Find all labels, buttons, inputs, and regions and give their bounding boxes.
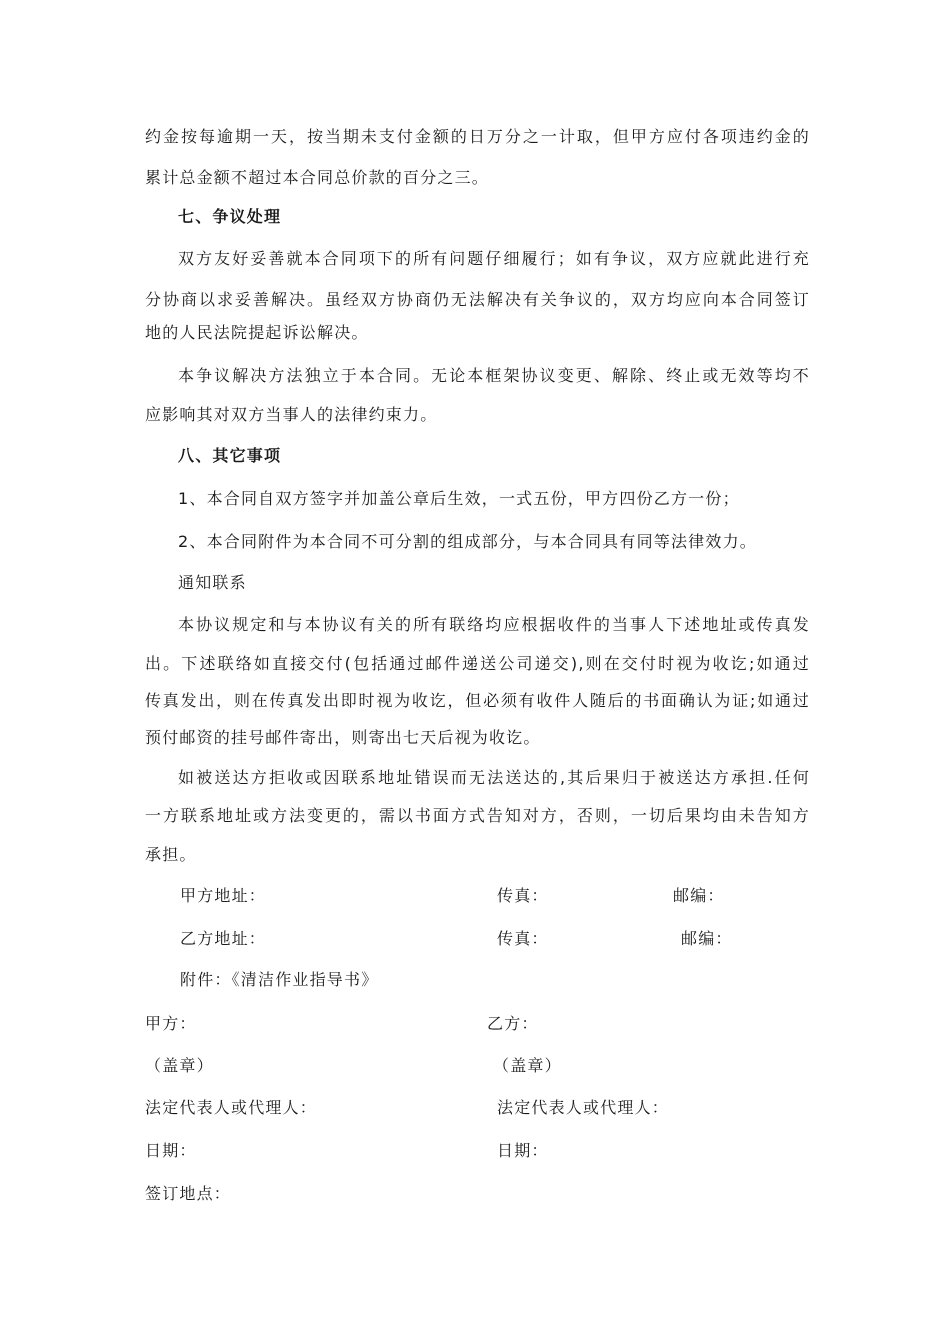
- attachment-line: 附件：《清洁作业指导书》: [180, 970, 379, 989]
- notice-title: 通知联系: [178, 573, 247, 592]
- paragraph-line: 承担。: [145, 845, 197, 864]
- party-b-date: 日期：: [497, 1141, 549, 1160]
- party-a-date: 日期：: [145, 1141, 197, 1160]
- party-b-seal: （盖章）: [493, 1056, 562, 1075]
- paragraph-line: 地的人民法院提起诉讼解决。: [145, 323, 369, 342]
- party-b-fax-label: 传真：: [497, 929, 549, 948]
- paragraph-line: 约金按每逾期一天，按当期未支付金额的日万分之一计取，但甲方应付各项违约金的: [145, 127, 810, 146]
- paragraph-line: 本争议解决方法独立于本合同。无论本框架协议变更、解除、终止或无效等均不: [178, 366, 810, 385]
- paragraph-line: 分协商以求妥善解决。虽经双方协商仍无法解决有关争议的，双方均应向本合同签订: [145, 290, 810, 309]
- paragraph-line: 累计总金额不超过本合同总价款的百分之三。: [145, 168, 490, 187]
- list-item: 2、本合同附件为本合同不可分割的组成部分，与本合同具有同等法律效力。: [178, 532, 757, 551]
- party-b-address-label: 乙方地址：: [180, 929, 267, 948]
- section-heading-7: 七、争议处理: [178, 207, 282, 226]
- paragraph-line: 出。下述联络如直接交付(包括通过邮件递送公司递交),则在交付时视为收讫;如通过: [145, 654, 810, 673]
- party-a-representative: 法定代表人或代理人：: [145, 1098, 318, 1117]
- paragraph-line: 如被送达方拒收或因联系地址错误而无法送达的,其后果归于被送达方承担.任何: [178, 768, 810, 787]
- signing-place: 签订地点：: [145, 1184, 232, 1203]
- paragraph-line: 应影响其对双方当事人的法律约束力。: [145, 405, 438, 424]
- party-a-label: 甲方：: [145, 1014, 197, 1033]
- paragraph-line: 本协议规定和与本协议有关的所有联络均应根据收件的当事人下述地址或传真发: [178, 615, 810, 634]
- party-a-fax-label: 传真：: [497, 886, 549, 905]
- party-b-label: 乙方：: [487, 1014, 539, 1033]
- party-b-representative: 法定代表人或代理人：: [497, 1098, 670, 1117]
- party-b-postcode-label: 邮编：: [681, 929, 733, 948]
- paragraph-line: 一方联系地址或方法变更的，需以书面方式告知对方，否则，一切后果均由未告知方: [145, 806, 810, 825]
- list-item: 1、本合同自双方签字并加盖公章后生效，一式五份，甲方四份乙方一份；: [178, 489, 740, 508]
- section-heading-8: 八、其它事项: [178, 446, 282, 465]
- paragraph-line: 预付邮资的挂号邮件寄出，则寄出七天后视为收讫。: [145, 728, 541, 747]
- paragraph-line: 双方友好妥善就本合同项下的所有问题仔细履行；如有争议，双方应就此进行充: [178, 249, 810, 268]
- party-a-postcode-label: 邮编：: [673, 886, 725, 905]
- paragraph-line: 传真发出，则在传真发出即时视为收讫，但必须有收件人随后的书面确认为证;如通过: [145, 691, 810, 710]
- party-a-address-label: 甲方地址：: [180, 886, 267, 905]
- party-a-seal: （盖章）: [145, 1056, 214, 1075]
